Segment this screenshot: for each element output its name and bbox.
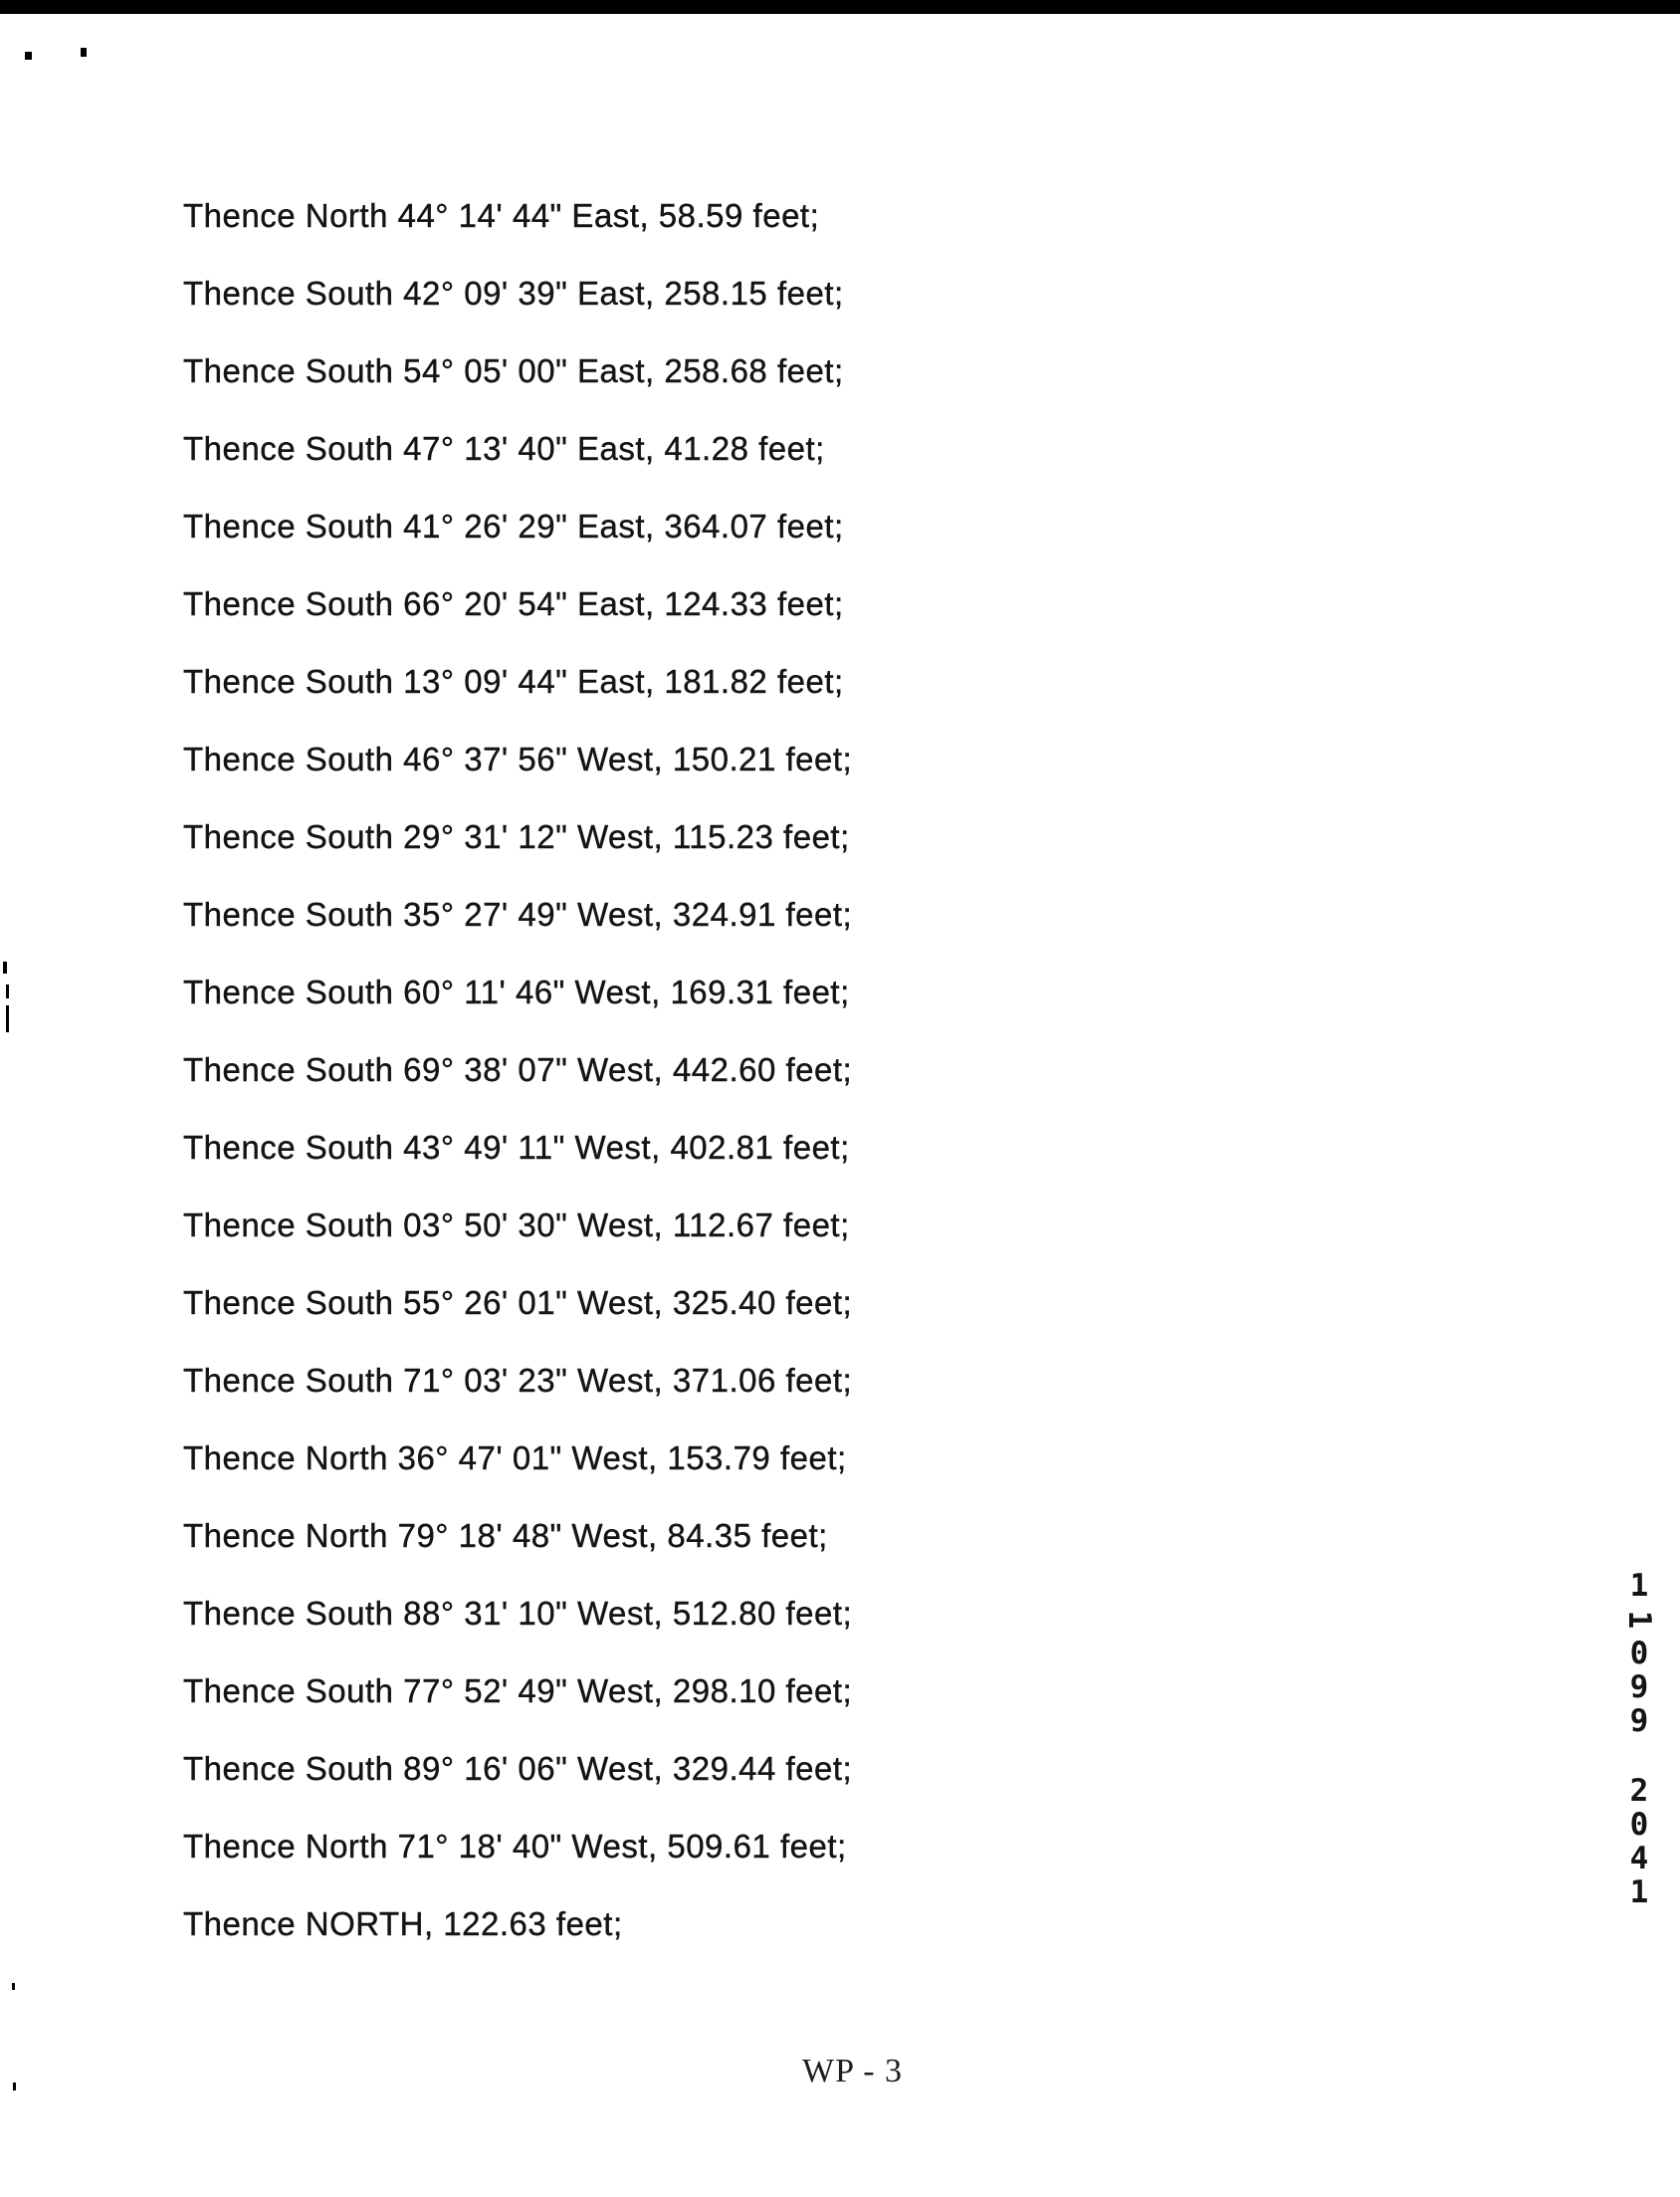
stamp-number-bottom (1621, 1774, 1657, 1909)
bearing-line: Thence South 29° 31' 12" West, 115.23 feet; (183, 818, 850, 855)
bearing-line: Thence South 47° 13' 40" East, 41.28 feet; (183, 430, 825, 467)
stamp-digit: 2 (1629, 1773, 1649, 1809)
bearing-line: Thence South 43° 49' 11" West, 402.81 feet; (183, 1129, 850, 1166)
stamp-number-top (1621, 1569, 1657, 1738)
bearing-line: Thence South 88° 31' 10" West, 512.80 feet; (183, 1595, 853, 1632)
stamp-digit: 1 (1621, 1610, 1657, 1630)
bearing-line: Thence South 42° 09' 39" East, 258.15 feet; (183, 275, 844, 312)
page-number: WP - 3 (802, 2053, 904, 2089)
bearing-line: Thence South 41° 26' 29" East, 364.07 feet; (183, 508, 844, 545)
bearing-line: Thence South 71° 03' 23" West, 371.06 feet; (183, 1362, 853, 1399)
bearing-line: Thence North 79° 18' 48" West, 84.35 feet; (183, 1517, 828, 1554)
stamp-digit: 1 (1629, 1568, 1649, 1604)
bearing-line: Thence North 71° 18' 40" West, 509.61 feet; (183, 1828, 847, 1865)
stamp-digit: 9 (1629, 1669, 1649, 1705)
stamp-digit: 0 (1629, 1807, 1649, 1843)
bearing-line: Thence South 77° 52' 49" West, 298.10 feet; (183, 1672, 853, 1709)
scan-speck (25, 52, 32, 60)
bearing-line: Thence South 69° 38' 07" West, 442.60 feet; (183, 1051, 853, 1088)
stamp-digit: 9 (1629, 1703, 1649, 1739)
bearing-line: Thence South 13° 09' 44" East, 181.82 feet; (183, 663, 844, 700)
stamp-digit: 0 (1629, 1636, 1649, 1671)
stamp-gap (1621, 1738, 1657, 1774)
scan-speck (3, 962, 7, 974)
scan-speck (13, 2083, 16, 2090)
bearing-line: Thence South 46° 37' 56" West, 150.21 feet; (183, 741, 853, 777)
margin-stamp (1621, 1569, 1657, 1909)
stamp-digit: 1 (1629, 1874, 1649, 1910)
scan-speck (12, 1983, 15, 1990)
bearing-line: Thence South 66° 20' 54" East, 124.33 feet; (183, 585, 844, 622)
scan-speck (81, 48, 87, 57)
bearing-line: Thence North 36° 47' 01" West, 153.79 feet; (183, 1439, 847, 1476)
stamp-digit: 4 (1629, 1841, 1649, 1876)
bearing-line: Thence South 35° 27' 49" West, 324.91 feet; (183, 896, 853, 933)
bearing-line: Thence South 54° 05' 00" East, 258.68 feet; (183, 352, 844, 389)
bearing-line: Thence NORTH, 122.63 feet; (183, 1905, 623, 1942)
scan-speck (6, 1005, 9, 1032)
scan-edge-bar (0, 0, 1680, 14)
bearing-line: Thence South 55° 26' 01" West, 325.40 feet; (183, 1284, 853, 1321)
scan-speck (6, 985, 9, 998)
metes-and-bounds-list (183, 199, 852, 1985)
bearing-line: Thence South 60° 11' 46" West, 169.31 feet; (183, 974, 850, 1010)
bearing-line: Thence South 89° 16' 06" West, 329.44 feet; (183, 1750, 853, 1787)
bearing-line: Thence North 44° 14' 44" East, 58.59 feet; (183, 197, 820, 234)
bearing-line: Thence South 03° 50' 30" West, 112.67 feet; (183, 1207, 850, 1243)
